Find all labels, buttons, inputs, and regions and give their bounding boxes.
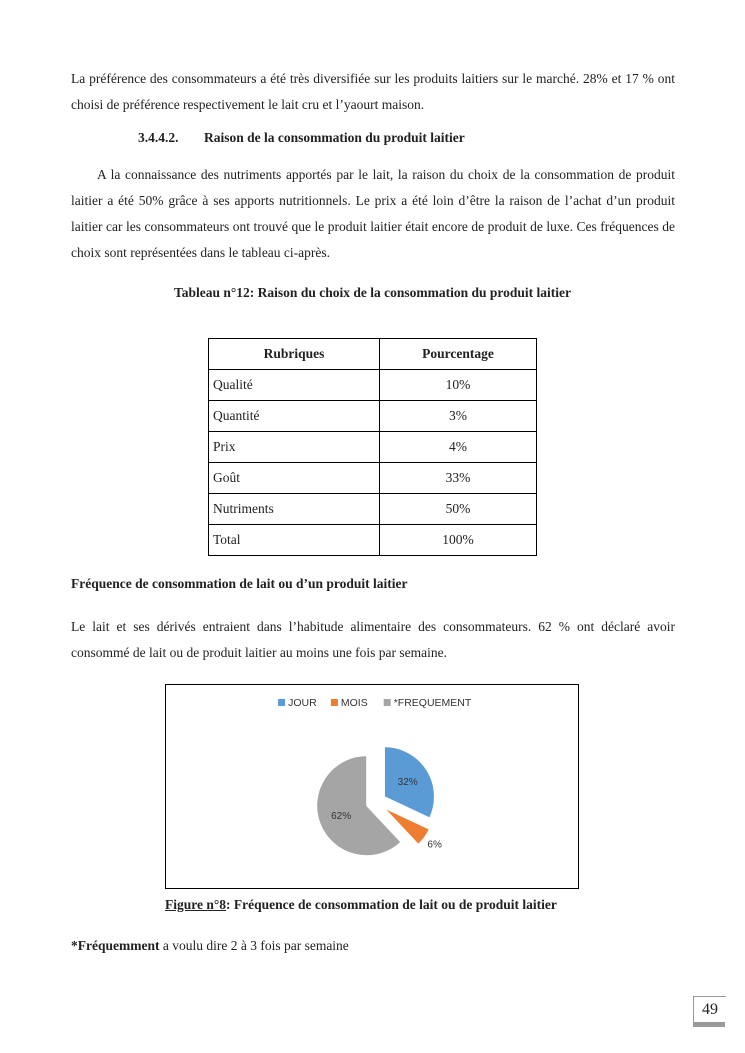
pie-data-label-frequement: 62%: [331, 810, 352, 822]
section-paragraph: A la connaissance des nutriments apportés par le lait, la raison du choix de la consommation de produit laitier a été 50% grâce à ses apports nutritionnels. Le prix a été loin d’être la raison de l’achat d’un produit laitier car les consommateurs ont trouvé que le produit laitier était encore de produit de luxe. Ces fréquences de choix sont représentées dans le tableau ci-après.: [71, 167, 675, 260]
legend-label-mois: MOIS: [340, 697, 368, 709]
legend-swatch-mois: [331, 699, 338, 706]
table-cell-pourcentage: 3%: [380, 401, 537, 432]
table-header-row: [209, 339, 537, 370]
table-cell-pourcentage: 50%: [380, 494, 537, 525]
frequency-pie-chart: [165, 684, 579, 889]
table-row: [209, 432, 537, 463]
table-header-rubriques: Rubriques: [209, 339, 380, 370]
legend-swatch-jour: [278, 699, 285, 706]
table-cell-rubrique: Goût: [209, 463, 380, 494]
section-title: Raison de la consommation du produit laitier: [204, 130, 465, 145]
pie-data-label-jour: 32%: [397, 776, 418, 788]
frequency-subheading: Fréquence de consommation de lait ou d’un produit laitier: [71, 576, 408, 591]
page-number: 49: [693, 996, 726, 1023]
figure-caption-text: : Fréquence de consommation de lait ou de produit laitier: [226, 897, 557, 912]
table-cell-rubrique: Total: [209, 525, 380, 556]
table-cell-pourcentage: 100%: [380, 525, 537, 556]
table-cell-rubrique: Quantité: [209, 401, 380, 432]
table-row: [209, 525, 537, 556]
section-number: 3.4.4.2.: [138, 130, 179, 145]
table-cell-rubrique: Qualité: [209, 370, 380, 401]
legend-swatch-frequement: [384, 699, 391, 706]
figure-caption-label: Figure n°8: [165, 897, 227, 912]
legend-label-frequement: *FREQUEMENT: [393, 697, 472, 709]
table-header-pourcentage: Pourcentage: [380, 339, 537, 370]
figure-caption: [165, 897, 557, 913]
table-row: [209, 401, 537, 432]
table-row: [209, 494, 537, 525]
table-cell-rubrique: Prix: [209, 432, 380, 463]
section-heading: [138, 130, 465, 146]
intro-paragraph: La préférence des consommateurs a été très diversifiée sur les produits laitiers sur le marché. 28% et 17 % ont choisi de préférence respectivement le lait cru et l’yaourt maison.: [71, 71, 675, 112]
page-number-bar: [693, 1022, 725, 1027]
frequency-note: [71, 938, 349, 954]
table-caption: Tableau n°12: Raison du choix de la consommation du produit laitier: [174, 285, 571, 300]
table-cell-rubrique: Nutriments: [209, 494, 380, 525]
legend-label-jour: JOUR: [288, 697, 317, 709]
note-term: *Fréquemment: [71, 938, 160, 953]
pie-chart-svg: [166, 685, 578, 888]
table-row: [209, 370, 537, 401]
table-cell-pourcentage: 10%: [380, 370, 537, 401]
pie-data-label-mois: 6%: [427, 839, 442, 851]
table-cell-pourcentage: 33%: [380, 463, 537, 494]
note-text: a voulu dire 2 à 3 fois par semaine: [159, 938, 349, 953]
table-row: [209, 463, 537, 494]
reasons-table: [208, 338, 537, 556]
table-cell-pourcentage: 4%: [380, 432, 537, 463]
frequency-paragraph: Le lait et ses dérivés entraient dans l’habitude alimentaire des consommateurs. 62 % ont déclaré avoir consommé de lait ou de produit laitier au moins une fois par semaine.: [71, 619, 675, 660]
